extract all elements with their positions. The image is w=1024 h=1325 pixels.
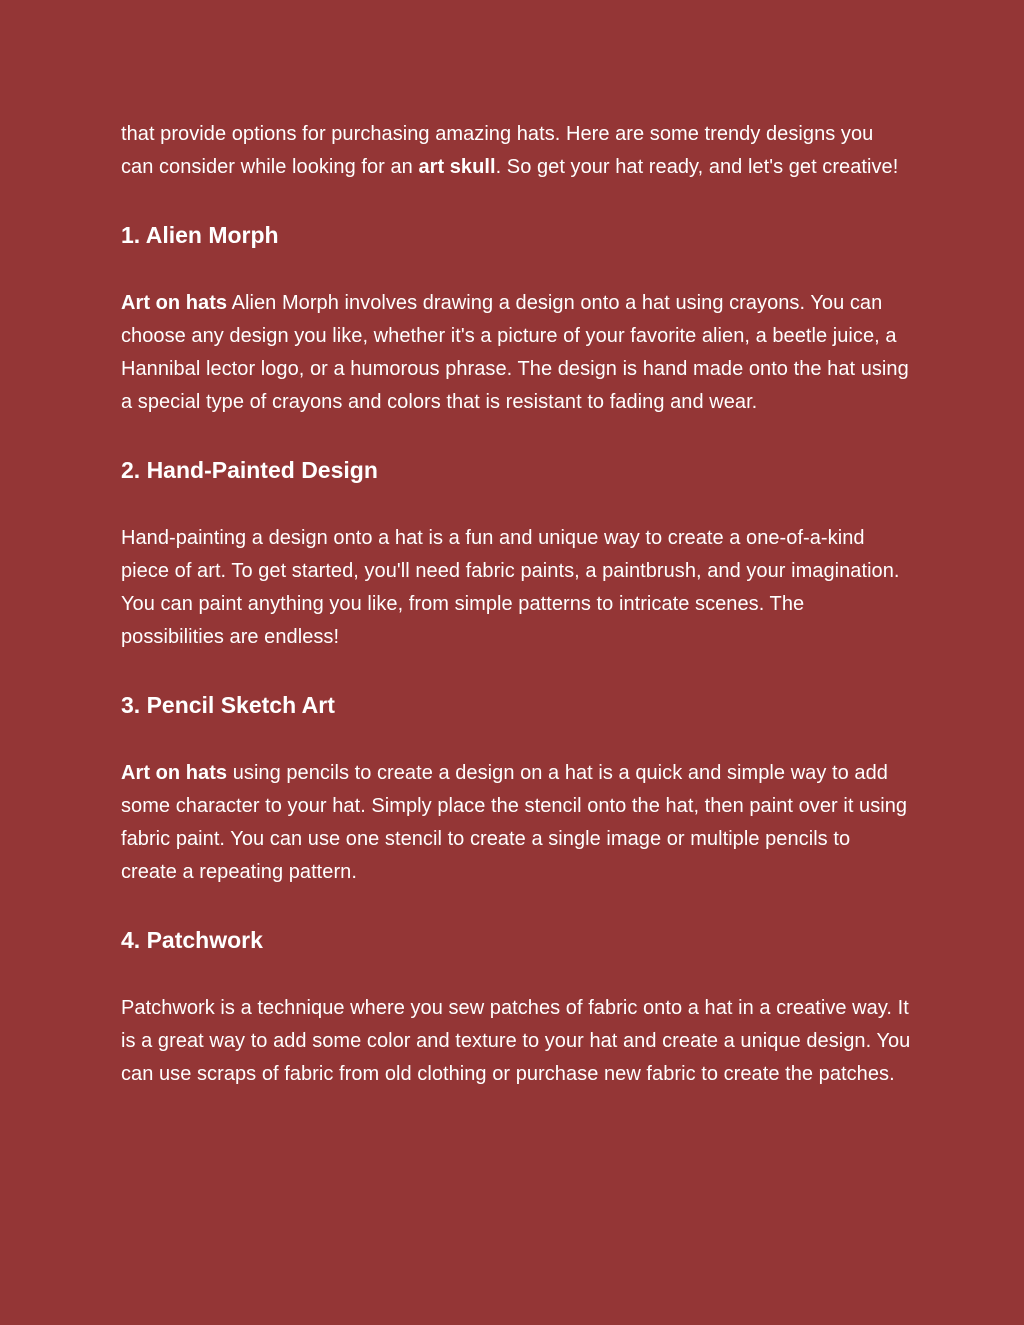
intro-text-before: that provide options for purchasing amazing hats. Here are some trendy designs you can consider while looking for an	[121, 123, 874, 178]
section-body-alien-morph	[121, 287, 911, 419]
section-body-hand-painted	[121, 522, 911, 654]
intro-text-after: . So get your hat ready, and let's get creative!	[495, 156, 899, 178]
section-body-pencil-sketch	[121, 757, 911, 889]
intro-paragraph	[121, 118, 911, 184]
section-body-text: Patchwork is a technique where you sew patches of fabric onto a hat in a creative way. It is a great way to add some color and texture to your hat and create a unique design. You can use scraps of fabric from old clothing or purchase new fabric to create the patches.	[121, 997, 911, 1085]
section-heading-pencil-sketch: 3. Pencil Sketch Art	[121, 692, 335, 718]
section-body-patchwork	[121, 992, 911, 1091]
article-content	[121, 118, 911, 1126]
intro-bold-link-text: art skull	[418, 156, 496, 178]
section-body-text: Hand-painting a design onto a hat is a fun and unique way to create a one-of-a-kind piece of art. To get started, you'll need fabric paints, a paintbrush, and your imagination. You can paint anything you like, from simple patterns to intricate scenes. The possibilities are endless!	[121, 527, 900, 648]
section-body-text: using pencils to create a design on a hat is a quick and simple way to add some character to your hat. Simply place the stencil onto the hat, then paint over it using fabric paint. You can use one stencil to create a single image or multiple pencils to create a repeating pattern.	[121, 762, 908, 883]
section-body-text: Alien Morph involves drawing a design onto a hat using crayons. You can choose any design you like, whether it's a picture of your favorite alien, a beetle juice, a Hannibal lector logo, or a humorous phrase. The design is hand made onto the hat using a special type of crayons and colors that is resistant to fading and wear.	[121, 292, 909, 413]
section-lead-bold: Art on hats	[121, 292, 228, 314]
section-heading-hand-painted: 2. Hand-Painted Design	[121, 457, 378, 483]
section-heading-patchwork: 4. Patchwork	[121, 927, 263, 953]
section-lead-bold: Art on hats	[121, 762, 228, 784]
section-heading-alien-morph: 1. Alien Morph	[121, 222, 279, 248]
